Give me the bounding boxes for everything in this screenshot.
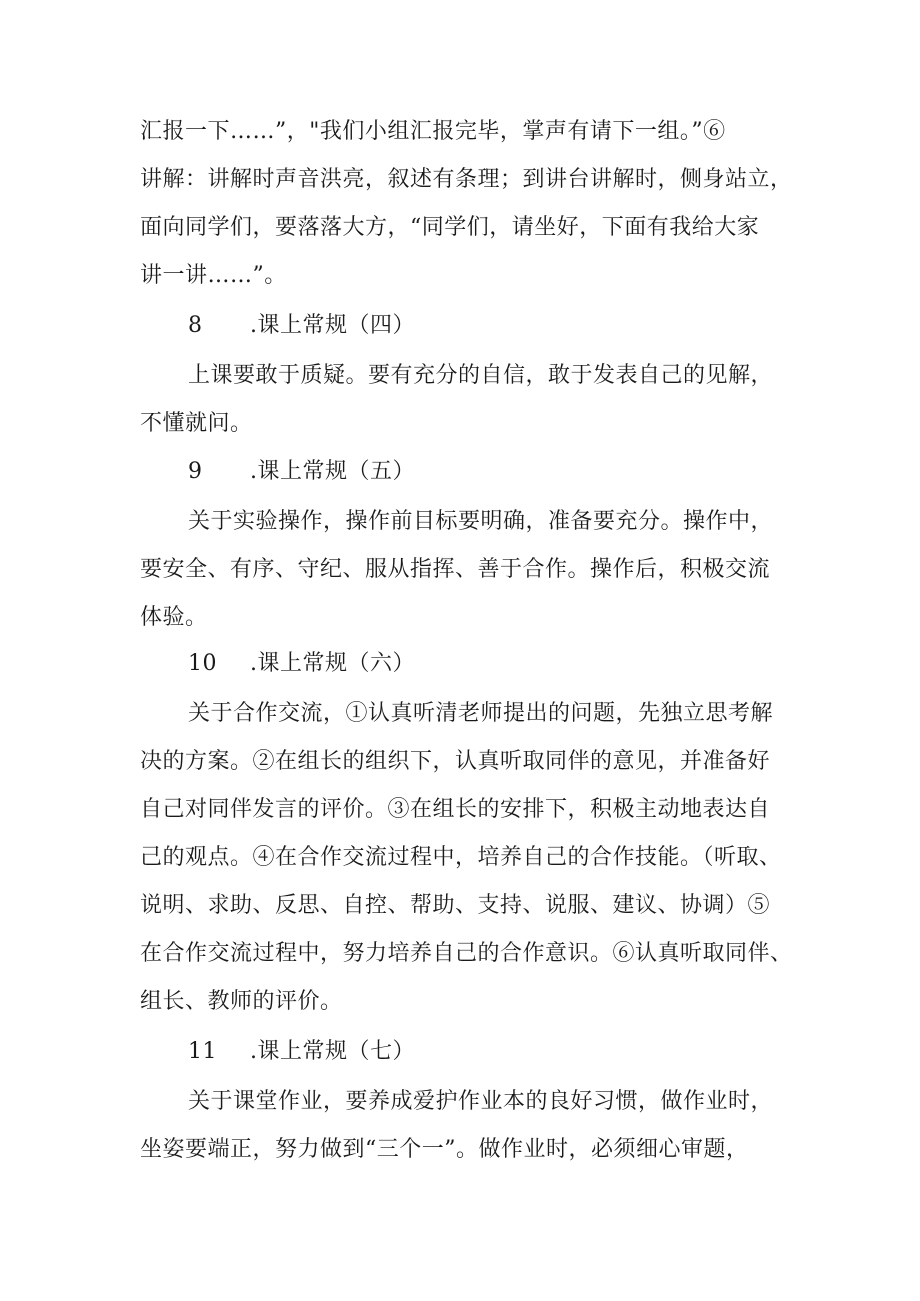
paragraph-line: 讲一讲……”。 [140,263,287,288]
section-heading-10 [188,640,920,688]
paragraph-line: 讲解：讲解时声音洪亮，叙述有条理；到讲台讲解时，侧身站立， [140,167,793,192]
section-heading-11 [188,1028,920,1076]
heading-number: 8 [188,313,203,338]
paragraph-line: 关于课堂作业，要养成爱护作业本的良好习惯，做作业时， [188,1089,774,1114]
heading-number: 10 [188,651,217,676]
paragraph-line: 说明、求助、反思、自控、帮助、支持、说服、建议、协调）⑤ [140,893,771,918]
paragraph-line: 关于实验操作，操作前目标要明确，准备要充分。操作中， [188,509,774,534]
paragraph-line: 面向同学们，要落落大方，“同学们，请坐好，下面有我给大家 [140,215,760,240]
paragraph-line: 自己对同伴发言的评价。③在组长的安排下，积极主动地表达自 [140,797,771,822]
heading-title: .课上常规（七） [250,1039,415,1064]
paragraph-line: 决的方案。②在组长的组织下，认真听取同伴的意见，并准备好 [140,749,771,774]
paragraph-line: 要安全、有序、守纪、服从指挥、善于合作。操作后，积极交流 [140,557,771,582]
section-heading-9 [188,448,920,496]
paragraph-line: 汇报一下……”，"我们小组汇报完毕，掌声有请下一组。”⑥ [140,119,726,144]
heading-number: 9 [188,459,203,484]
heading-title: .课上常规（五） [250,459,415,484]
paragraph-line: 组长、教师的评价。 [140,989,343,1014]
heading-title: .课上常规（四） [250,313,415,338]
heading-number: 11 [188,1039,217,1064]
paragraph-line: 体验。 [140,605,208,630]
paragraph-line: 在合作交流过程中，努力培养自己的合作意识。⑥认真听取同伴、 [140,941,793,966]
paragraph-line: 不懂就问。 [140,411,253,436]
paragraph-line: 上课要敢于质疑。要有充分的自信，敢于发表自己的见解， [188,363,774,388]
paragraph-line: 关于合作交流，①认真听清老师提出的问题，先独立思考解 [188,701,774,726]
paragraph-line: 己的观点。④在合作交流过程中，培养自己的合作技能。（听取、 [140,845,782,870]
heading-title: .课上常规（六） [250,651,415,676]
paragraph-line: 坐姿要端正，努力做到“三个一”。做作业时，必须细心审题， [140,1137,749,1162]
section-heading-8 [188,302,920,350]
